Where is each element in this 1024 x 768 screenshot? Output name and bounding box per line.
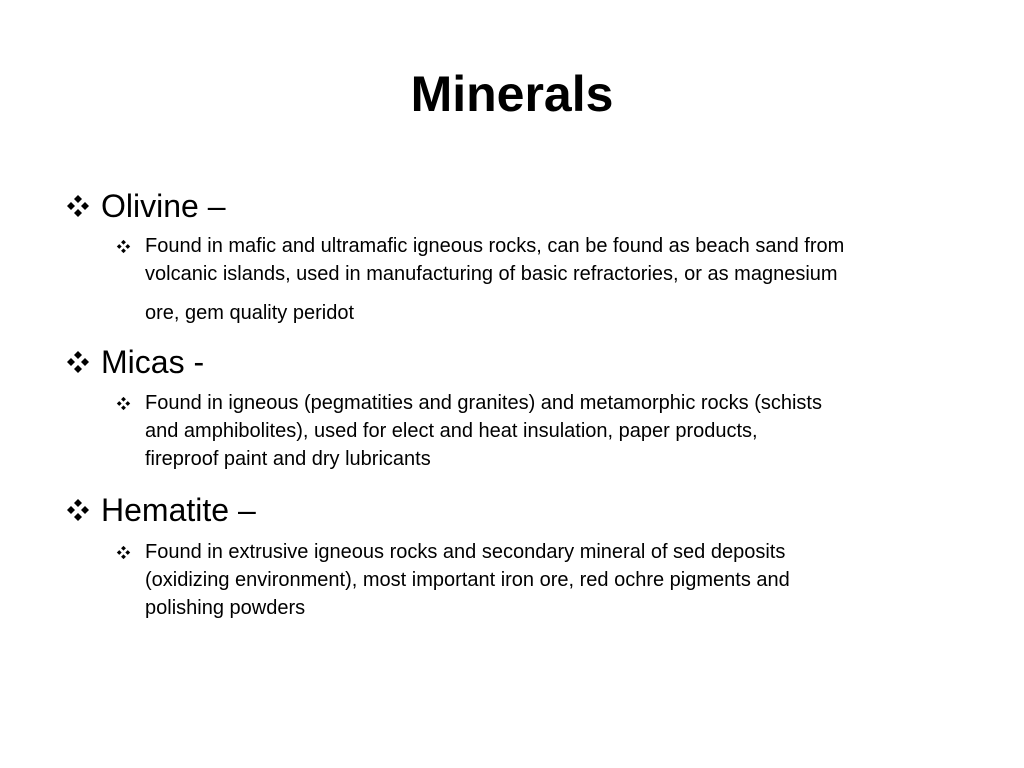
bullet-heading: Olivine – <box>101 188 226 224</box>
detail-line: fireproof paint and dry lubricants <box>145 448 431 470</box>
bullet-heading: Micas - <box>101 344 205 380</box>
detail-line: polishing powders <box>145 597 306 619</box>
slide-title: Minerals <box>410 66 614 122</box>
bullet-item-hematite <box>64 490 256 530</box>
bullet-heading: Hematite – <box>101 492 256 528</box>
sub-bullet-hematite <box>115 538 975 622</box>
detail-line: volcanic islands, used in manufacturing of basic refractories, or as magnesium <box>145 263 838 285</box>
detail-line: (oxidizing environment), most important iron ore, red ochre pigments and <box>145 569 790 591</box>
detail-line: Found in extrusive igneous rocks and secondary mineral of sed deposits <box>145 541 786 563</box>
detail-line: ore, gem quality peridot <box>145 302 355 324</box>
four-diamond-bullet-icon <box>64 496 101 524</box>
four-diamond-bullet-icon <box>64 348 101 376</box>
bullet-detail-text <box>145 389 975 473</box>
four-diamond-bullet-icon <box>115 389 145 412</box>
sub-bullet-micas <box>115 389 975 473</box>
four-diamond-bullet-icon <box>115 538 145 561</box>
four-diamond-bullet-icon <box>115 232 145 255</box>
bullet-detail-text <box>145 538 975 622</box>
four-diamond-bullet-icon <box>64 192 101 220</box>
bullet-item-micas <box>64 342 204 382</box>
detail-line: and amphibolites), used for elect and heat insulation, paper products, <box>145 420 758 442</box>
bullet-item-olivine <box>64 186 226 226</box>
bullet-detail-text <box>145 232 975 327</box>
sub-bullet-olivine <box>115 232 975 327</box>
detail-line: Found in mafic and ultramafic igneous rocks, can be found as beach sand from <box>145 235 845 257</box>
detail-line: Found in igneous (pegmatities and granites) and metamorphic rocks (schists <box>145 392 822 414</box>
